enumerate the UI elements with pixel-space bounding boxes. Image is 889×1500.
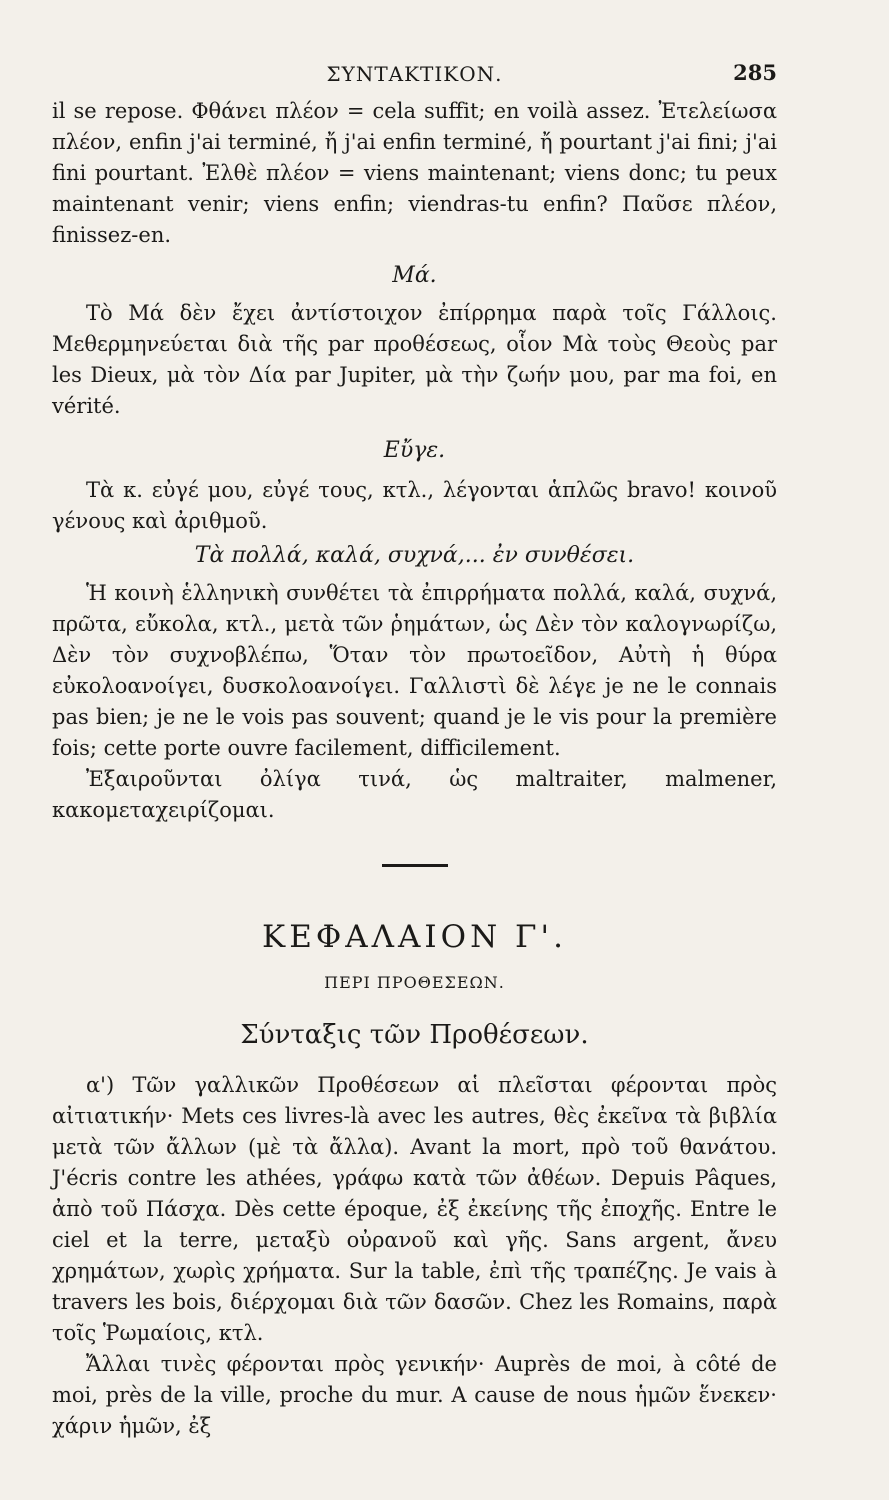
- paragraph-exairountai: Ἐξαιροῦνται ὀλίγα τινά, ὡς maltraiter, malmener, κακομεταχειρίζομαι.: [52, 767, 777, 822]
- heading-euge: Εὔγε.: [383, 438, 446, 463]
- running-head: [52, 62, 777, 90]
- running-title: ΣΥΝΤΑΚΤΙΚΟΝ.: [326, 62, 503, 86]
- page-number: 285: [733, 60, 777, 85]
- chapter-subtitle: ΠΕΡΙ ΠΡΟΘΕΣΕΩΝ.: [324, 973, 505, 992]
- page-content: [52, 96, 777, 1442]
- paragraph-alpha: α') Τῶν γαλλικῶν Προθέσεων αἱ πλεῖσται φέρονται πρὸς αἰτιατικήν· Mets ces livres-là avec les autres, θὲς ἐκεῖνα τὰ βιβλία μετὰ τῶν ἄλλων (μὲ τὰ ἄλλα). Avant la mort, πρὸ τοῦ θανάτου. J'écris contre les athées, γράφω κατὰ τῶν ἀθέων. Depuis Pâques, ἀπὸ τοῦ Πάσχα. Dès cette époque, ἐξ ἐκείνης τῆς ἐποχῆς. Entre le ciel et la terre, μεταξὺ οὐρανοῦ καὶ γῆς. Sans argent, ἄνευ χρημάτων, χωρὶς χρήματα. Sur la table, ἐπὶ τῆς τραπέζης. Je vais à travers les bois, διέρχομαι διὰ τῶν δασῶν. Chez les Romains, παρὰ τοῖς Ῥωμαίοις, κτλ.: [52, 1073, 777, 1345]
- paragraph-ma: Τὸ Μά δὲν ἔχει ἀντίστοιχον ἐπίρρημα παρὰ τοῖς Γάλλοις. Μεθερμηνεύεται διὰ τῆς par προθέσεως, οἷον Μὰ τοὺς Θεοὺς par les Dieux, μὰ τὸν Δία par Jupiter, μὰ τὴν ζωήν μου, par ma foi, en vérité.: [52, 301, 777, 418]
- heading-ma: Μά.: [392, 263, 437, 288]
- paragraph-polla: Ἡ κοινὴ ἑλληνικὴ συνθέτει τὰ ἐπιρρήματα πολλά, καλά, συχνά, πρῶτα, εὔκολα, κτλ., μετὰ τῶν ῥημάτων, ὡς Δὲν τὸν καλογνωρίζω, Δὲν τὸν συχνοβλέπω, Ὅταν τὸν πρωτοεῖδον, Αὐτὴ ἡ θύρα εὐκολοανοίγει, δυσκολοανοίγει. Γαλλιστὶ δὲ λέγε je ne le connais pas bien; je ne le vois pas souvent; quand je le vis pour la première fois; cette porte ouvre facilement, difficilement.: [52, 581, 777, 760]
- paragraph-euge: Τὰ κ. εὐγέ μου, εὐγέ τους, κτλ., λέγονται ἁπλῶς bravo! κοινοῦ γένους καὶ ἀριθμοῦ.: [52, 478, 777, 533]
- heading-polla: Τὰ πολλά, καλά, συχνά,... ἐν συνθέσει.: [194, 543, 635, 568]
- section-title: Σύνταξις τῶν Προθέσεων.: [240, 1020, 589, 1050]
- chapter-title: ΚΕΦΑΛΑΙΟΝ Γ'.: [262, 919, 567, 955]
- section-rule: [382, 864, 448, 867]
- paragraph-allai: Ἄλλαι τινὲς φέρονται πρὸς γενικήν· Auprès de moi, à côté de moi, près de la ville, proche du mur. A cause de nous ἡμῶν ἕνεκεν· χάριν ἡμῶν, ἐξ: [52, 1352, 777, 1438]
- paragraph-pleon: il se repose. Φθάνει πλέον = cela suffit; en voilà assez. Ἐτελείωσα πλέον, enfin j'ai terminé, ἤ j'ai enfin terminé, ἤ pourtant j'ai fini; j'ai fini pourtant. Ἐλθὲ πλέον = viens maintenant; viens donc; tu peux maintenant venir; viens enfin; viendras-tu enfin? Παῦσε πλέον, finissez-en.: [52, 99, 777, 247]
